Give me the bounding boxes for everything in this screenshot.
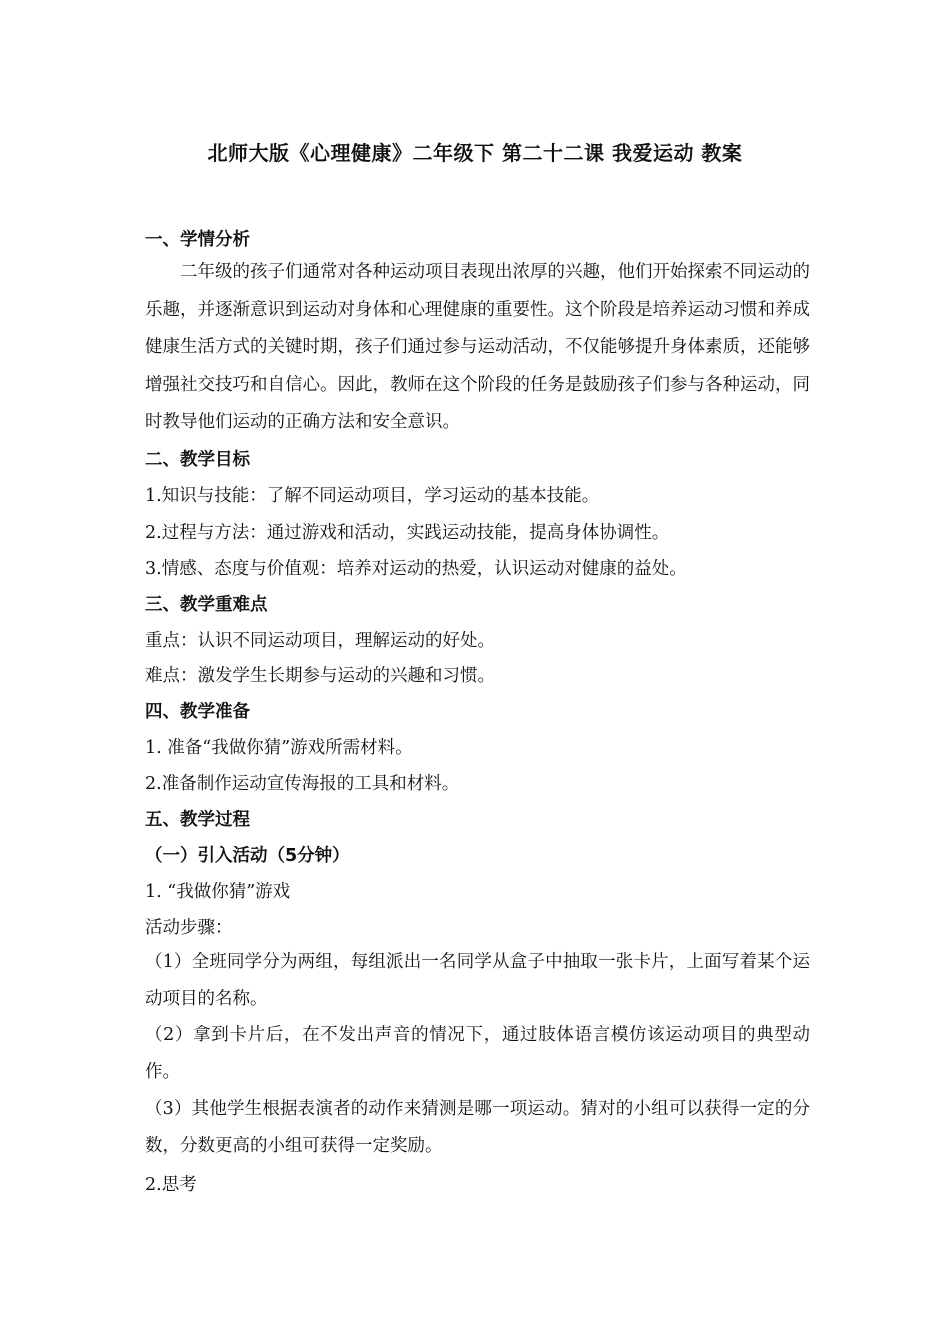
heading-preparation: 四、教学准备 bbox=[145, 702, 250, 722]
subheading-intro-activity: （一）引入活动（5分钟） bbox=[145, 846, 350, 866]
prep-item-2: 2.准备制作运动宣传海报的工具和材料。 bbox=[145, 774, 460, 794]
difficulty-item: 难点：激发学生长期参与运动的兴趣和习惯。 bbox=[145, 666, 495, 686]
heading-key-points: 三、教学重难点 bbox=[145, 595, 268, 615]
step-1: （1）全班同学分为两组，每组派出一名同学从盒子中抽取一张卡片，上面写着某个运动项目的名称。 bbox=[145, 952, 810, 1009]
game-title: 1. “我做你猜”游戏 bbox=[145, 882, 291, 902]
prep-item-1: 1. 准备“我做你猜”游戏所需材料。 bbox=[145, 738, 413, 758]
goal-item-3: 3.情感、态度与价值观：培养对运动的热爱，认识运动对健康的益处。 bbox=[145, 559, 687, 579]
think-item: 2.思考 bbox=[145, 1175, 197, 1195]
document-title: 北师大版《心理健康》二年级下 第二十二课 我爱运动 教案 bbox=[207, 141, 743, 165]
step-2: （2）拿到卡片后，在不发出声音的情况下，通过肢体语言模仿该运动项目的典型动作。 bbox=[145, 1025, 810, 1082]
heading-process: 五、教学过程 bbox=[145, 810, 250, 830]
analysis-paragraph: 二年级的孩子们通常对各种运动项目表现出浓厚的兴趣，他们开始探索不同运动的乐趣，并逐渐意识到运动对身体和心理健康的重要性。这个阶段是培养运动习惯和养成健康生活方式的关键时期，孩子们通过参与运动活动，不仅能够提升身体素质，还能够增强社交技巧和自信心。因此，教师在这个阶段的任务是鼓励孩子们参与各种运动，同时教导他们运动的正确方法和安全意识。 bbox=[145, 262, 810, 432]
goal-item-1: 1.知识与技能：了解不同运动项目，学习运动的基本技能。 bbox=[145, 486, 600, 506]
step-3: （3）其他学生根据表演者的动作来猜测是哪一项运动。猜对的小组可以获得一定的分数，分数更高的小组可获得一定奖励。 bbox=[145, 1099, 810, 1156]
heading-goals: 二、教学目标 bbox=[145, 450, 250, 470]
heading-analysis: 一、学情分析 bbox=[145, 230, 250, 250]
goal-item-2: 2.过程与方法：通过游戏和活动，实践运动技能，提高身体协调性。 bbox=[145, 523, 670, 543]
steps-label: 活动步骤： bbox=[145, 918, 233, 938]
key-point-item: 重点：认识不同运动项目，理解运动的好处。 bbox=[145, 631, 495, 651]
